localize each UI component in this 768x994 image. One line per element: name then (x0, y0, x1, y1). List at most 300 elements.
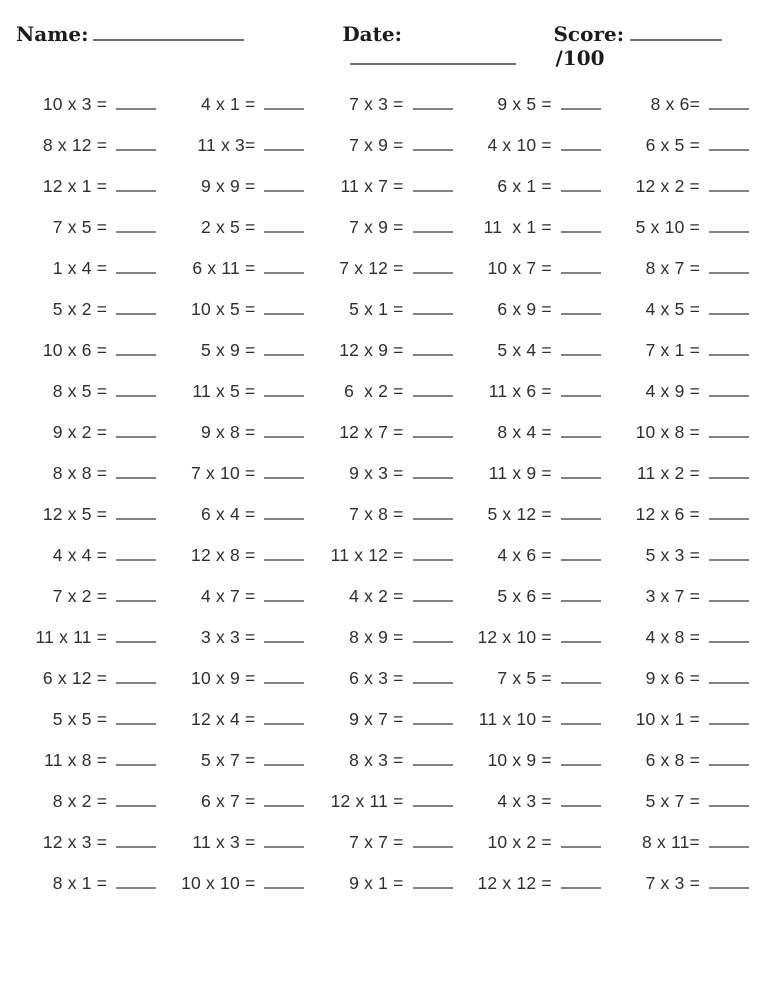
problem-cell (607, 412, 755, 453)
problem-text: 10 x 6 = (42, 340, 108, 360)
answer-blank-line (561, 342, 601, 356)
problem-cell (459, 84, 607, 125)
problem-cell (607, 166, 755, 207)
problem-text: 12 x 12 = (477, 873, 552, 893)
problem-cell (14, 371, 162, 412)
problem-text: 5 x 7 = (200, 750, 256, 770)
problem-cell (310, 699, 458, 740)
answer-blank-line (413, 301, 453, 315)
problem-cell (607, 617, 755, 658)
problem-text: 4 x 10 = (487, 135, 552, 155)
answer-blank-line (116, 588, 156, 602)
problem-text: 7 x 7 = (349, 832, 404, 852)
problem-cell (162, 494, 310, 535)
answer-blank-line (116, 301, 156, 315)
problem-text: 10 x 10 = (181, 873, 256, 893)
problem-text: 9 x 3 = (349, 463, 404, 483)
score-group (553, 22, 752, 70)
problem-cell (310, 535, 458, 576)
problem-text: 9 x 6 = (645, 668, 700, 688)
problem-text: 3 x 3 = (200, 627, 256, 647)
problem-text: 12 x 6 = (635, 504, 700, 524)
problem-cell (162, 166, 310, 207)
problem-text: 5 x 3 = (645, 545, 700, 565)
answer-blank-line (709, 96, 749, 110)
problem-text: 11 x 7 = (340, 176, 404, 196)
score-denominator: /100 (555, 46, 605, 70)
problem-text: 5 x 6 = (497, 586, 552, 606)
problem-cell (162, 207, 310, 248)
answer-blank-line (264, 465, 304, 479)
name-blank-line (93, 23, 245, 41)
problem-text: 10 x 8 = (635, 422, 700, 442)
problem-text: 12 x 11 = (330, 791, 404, 811)
problem-cell (607, 371, 755, 412)
problem-cell (607, 330, 755, 371)
problem-cell (607, 494, 755, 535)
problem-text: 5 x 2 = (52, 299, 108, 319)
problem-text: 8 x 7 = (645, 258, 700, 278)
problem-cell (459, 453, 607, 494)
problem-cell (310, 617, 458, 658)
problem-cell (310, 207, 458, 248)
problem-text: 3 x 7 = (645, 586, 700, 606)
problem-text: 9 x 9 = (200, 176, 256, 196)
problem-text: 7 x 10 = (191, 463, 256, 483)
problem-text: 12 x 10 = (477, 627, 552, 647)
problem-text: 7 x 5 = (497, 668, 552, 688)
problem-text: 8 x 1 = (52, 873, 108, 893)
problem-text: 8 x 3 = (349, 750, 404, 770)
problem-text: 4 x 7 = (200, 586, 256, 606)
answer-blank-line (413, 465, 453, 479)
problem-cell (162, 330, 310, 371)
answer-blank-line (264, 752, 304, 766)
answer-blank-line (116, 629, 156, 643)
problem-text: 6 x 2 = (344, 381, 404, 401)
answer-blank-line (561, 96, 601, 110)
answer-blank-line (116, 506, 156, 520)
answer-blank-line (709, 711, 749, 725)
problem-text: 10 x 1 = (635, 709, 700, 729)
answer-blank-line (413, 588, 453, 602)
answer-blank-line (264, 178, 304, 192)
answer-blank-line (709, 260, 749, 274)
problem-cell (162, 617, 310, 658)
problem-cell (14, 166, 162, 207)
problem-text: 9 x 8 = (200, 422, 256, 442)
answer-blank-line (116, 834, 156, 848)
problem-text: 7 x 5 = (52, 217, 108, 237)
problem-cell (14, 453, 162, 494)
problem-cell (162, 822, 310, 863)
problem-text: 9 x 2 = (52, 422, 108, 442)
answer-blank-line (413, 670, 453, 684)
problem-cell (162, 371, 310, 412)
problem-text: 12 x 9 = (339, 340, 404, 360)
problem-text: 8 x 8 = (52, 463, 108, 483)
problem-cell (459, 207, 607, 248)
problem-cell (14, 84, 162, 125)
score-label: Score: (553, 22, 625, 46)
answer-blank-line (264, 793, 304, 807)
problem-text: 4 x 1 = (200, 94, 256, 114)
problem-text: 1 x 4 = (52, 258, 108, 278)
score-blank-line (630, 23, 722, 41)
problem-text: 9 x 7 = (349, 709, 404, 729)
problem-text: 12 x 7 = (339, 422, 404, 442)
problem-text: 7 x 12 = (339, 258, 404, 278)
answer-blank-line (709, 342, 749, 356)
problem-cell (607, 699, 755, 740)
answer-blank-line (561, 875, 601, 889)
problem-text: 7 x 3 = (349, 94, 404, 114)
problem-cell (162, 84, 310, 125)
answer-blank-line (264, 219, 304, 233)
answer-blank-line (264, 711, 304, 725)
answer-blank-line (709, 219, 749, 233)
problem-cell (459, 371, 607, 412)
problem-cell (310, 166, 458, 207)
answer-blank-line (561, 424, 601, 438)
problem-text: 8 x 6= (650, 94, 700, 114)
answer-blank-line (561, 793, 601, 807)
problem-cell (607, 740, 755, 781)
problem-text: 10 x 7 = (487, 258, 552, 278)
answer-blank-line (709, 137, 749, 151)
answer-blank-line (264, 342, 304, 356)
problem-text: 4 x 4 = (52, 545, 108, 565)
answer-blank-line (116, 752, 156, 766)
problem-text: 4 x 9 = (645, 381, 700, 401)
problem-text: 5 x 1 = (349, 299, 404, 319)
answer-blank-line (413, 383, 453, 397)
problem-text: 10 x 9 = (191, 668, 256, 688)
problem-cell (14, 617, 162, 658)
problem-cell (14, 125, 162, 166)
problem-cell (310, 453, 458, 494)
problem-text: 11 x 2 = (636, 463, 700, 483)
date-group (342, 22, 553, 70)
problem-text: 4 x 3 = (497, 791, 552, 811)
problem-text: 11 x 12 = (330, 545, 404, 565)
answer-blank-line (116, 137, 156, 151)
answer-blank-line (561, 629, 601, 643)
problem-cell (459, 412, 607, 453)
date-blank-line (350, 47, 516, 65)
answer-blank-line (264, 875, 304, 889)
problem-text: 10 x 3 = (42, 94, 108, 114)
problem-text: 12 x 5 = (42, 504, 108, 524)
answer-blank-line (116, 711, 156, 725)
answer-blank-line (709, 793, 749, 807)
problem-cell (14, 699, 162, 740)
answer-blank-line (264, 301, 304, 315)
problem-cell (310, 125, 458, 166)
problem-cell (607, 248, 755, 289)
problem-cell (607, 781, 755, 822)
problem-text: 12 x 3 = (42, 832, 108, 852)
answer-blank-line (413, 137, 453, 151)
problem-cell (459, 699, 607, 740)
problem-cell (459, 617, 607, 658)
date-label: Date: (342, 22, 402, 46)
problem-text: 6 x 1 = (497, 176, 552, 196)
problem-cell (14, 535, 162, 576)
answer-blank-line (561, 178, 601, 192)
problem-cell (162, 535, 310, 576)
answer-blank-line (561, 752, 601, 766)
problem-cell (459, 658, 607, 699)
answer-blank-line (561, 383, 601, 397)
answer-blank-line (709, 629, 749, 643)
problems-grid (14, 84, 755, 904)
problem-cell (310, 289, 458, 330)
problem-text: 11 x 6 = (488, 381, 552, 401)
answer-blank-line (413, 875, 453, 889)
answer-blank-line (413, 178, 453, 192)
answer-blank-line (413, 752, 453, 766)
problem-text: 6 x 7 = (200, 791, 256, 811)
name-label: Name: (16, 22, 89, 46)
problem-cell (310, 740, 458, 781)
answer-blank-line (116, 465, 156, 479)
problem-cell (459, 330, 607, 371)
problem-cell (162, 248, 310, 289)
answer-blank-line (561, 465, 601, 479)
problem-cell (14, 330, 162, 371)
answer-blank-line (116, 96, 156, 110)
problem-text: 7 x 9 = (349, 135, 404, 155)
problem-cell (14, 248, 162, 289)
problem-text: 11 x 5 = (192, 381, 256, 401)
problem-text: 8 x 9 = (349, 627, 404, 647)
problem-cell (310, 248, 458, 289)
answer-blank-line (413, 793, 453, 807)
answer-blank-line (413, 547, 453, 561)
answer-blank-line (116, 260, 156, 274)
problem-cell (310, 822, 458, 863)
problem-text: 11 x 3= (197, 135, 256, 155)
answer-blank-line (264, 547, 304, 561)
answer-blank-line (413, 711, 453, 725)
answer-blank-line (413, 424, 453, 438)
answer-blank-line (709, 465, 749, 479)
answer-blank-line (413, 342, 453, 356)
problem-text: 8 x 4 = (497, 422, 552, 442)
answer-blank-line (264, 383, 304, 397)
answer-blank-line (561, 506, 601, 520)
answer-blank-line (709, 383, 749, 397)
answer-blank-line (709, 301, 749, 315)
problem-cell (162, 576, 310, 617)
problem-text: 6 x 3 = (349, 668, 404, 688)
problem-text: 6 x 4 = (200, 504, 256, 524)
problem-text: 8 x 2 = (52, 791, 108, 811)
problem-text: 7 x 3 = (645, 873, 700, 893)
problem-text: 11 x 9 = (488, 463, 552, 483)
problem-text: 11 x 8 = (44, 750, 108, 770)
problem-cell (14, 289, 162, 330)
answer-blank-line (561, 219, 601, 233)
answer-blank-line (264, 260, 304, 274)
problem-cell (14, 494, 162, 535)
answer-blank-line (116, 219, 156, 233)
problem-text: 6 x 5 = (645, 135, 700, 155)
problem-cell (14, 207, 162, 248)
problem-text: 4 x 5 = (645, 299, 700, 319)
problem-cell (310, 84, 458, 125)
problem-cell (14, 412, 162, 453)
problem-text: 7 x 1 = (645, 340, 700, 360)
problem-cell (162, 740, 310, 781)
answer-blank-line (709, 875, 749, 889)
problem-text: 5 x 12 = (487, 504, 552, 524)
problem-cell (607, 822, 755, 863)
problem-cell (14, 576, 162, 617)
problem-text: 2 x 5 = (200, 217, 256, 237)
answer-blank-line (709, 834, 749, 848)
problem-text: 10 x 5 = (191, 299, 256, 319)
answer-blank-line (264, 506, 304, 520)
problem-text: 5 x 7 = (645, 791, 700, 811)
answer-blank-line (561, 547, 601, 561)
problem-text: 4 x 8 = (645, 627, 700, 647)
answer-blank-line (561, 670, 601, 684)
problem-cell (607, 576, 755, 617)
problem-text: 12 x 1 = (42, 176, 108, 196)
answer-blank-line (116, 383, 156, 397)
problem-cell (459, 576, 607, 617)
problem-text: 12 x 4 = (191, 709, 256, 729)
problem-text: 9 x 1 = (349, 873, 404, 893)
answer-blank-line (116, 547, 156, 561)
problem-text: 9 x 5 = (497, 94, 552, 114)
problem-text: 7 x 8 = (349, 504, 404, 524)
problem-cell (162, 863, 310, 904)
problem-cell (162, 453, 310, 494)
answer-blank-line (413, 96, 453, 110)
problem-text: 11 x 10 = (478, 709, 552, 729)
problem-text: 6 x 11 = (192, 258, 256, 278)
answer-blank-line (413, 834, 453, 848)
problem-cell (14, 658, 162, 699)
problem-text: 4 x 2 = (349, 586, 404, 606)
problem-text: 7 x 2 = (52, 586, 108, 606)
problem-cell (14, 822, 162, 863)
problem-cell (459, 494, 607, 535)
problem-cell (14, 863, 162, 904)
answer-blank-line (264, 670, 304, 684)
problem-text: 10 x 2 = (487, 832, 552, 852)
problem-cell (310, 412, 458, 453)
answer-blank-line (561, 588, 601, 602)
problem-cell (607, 84, 755, 125)
problem-cell (459, 822, 607, 863)
problem-cell (310, 781, 458, 822)
problem-text: 6 x 8 = (645, 750, 700, 770)
answer-blank-line (413, 629, 453, 643)
worksheet-header (0, 0, 768, 70)
answer-blank-line (116, 424, 156, 438)
answer-blank-line (709, 506, 749, 520)
problem-text: 5 x 4 = (497, 340, 552, 360)
problem-cell (162, 658, 310, 699)
answer-blank-line (709, 670, 749, 684)
problem-cell (310, 658, 458, 699)
problem-cell (459, 289, 607, 330)
problem-cell (162, 125, 310, 166)
problem-text: 12 x 8 = (191, 545, 256, 565)
problem-cell (607, 863, 755, 904)
problem-cell (607, 125, 755, 166)
problem-cell (607, 207, 755, 248)
answer-blank-line (561, 260, 601, 274)
answer-blank-line (264, 834, 304, 848)
problem-cell (162, 781, 310, 822)
answer-blank-line (709, 588, 749, 602)
answer-blank-line (264, 629, 304, 643)
problem-cell (607, 535, 755, 576)
problem-cell (459, 535, 607, 576)
answer-blank-line (264, 96, 304, 110)
problem-text: 12 x 2 = (635, 176, 700, 196)
problem-cell (162, 699, 310, 740)
problem-cell (607, 289, 755, 330)
problem-cell (162, 412, 310, 453)
answer-blank-line (413, 260, 453, 274)
problem-cell (310, 494, 458, 535)
problem-text: 11 x 11 = (35, 627, 108, 647)
problem-cell (607, 453, 755, 494)
problem-text: 4 x 6 = (497, 545, 552, 565)
answer-blank-line (709, 752, 749, 766)
answer-blank-line (264, 588, 304, 602)
answer-blank-line (116, 178, 156, 192)
problem-cell (310, 576, 458, 617)
answer-blank-line (561, 137, 601, 151)
problem-cell (459, 125, 607, 166)
problem-cell (310, 330, 458, 371)
problem-text: 7 x 9 = (349, 217, 404, 237)
problem-text: 11 x 3 = (192, 832, 256, 852)
answer-blank-line (116, 793, 156, 807)
problem-cell (459, 781, 607, 822)
answer-blank-line (709, 547, 749, 561)
problem-text: 6 x 12 = (42, 668, 108, 688)
problem-cell (459, 863, 607, 904)
problem-text: 5 x 9 = (200, 340, 256, 360)
problem-text: 8 x 12 = (42, 135, 108, 155)
problem-text: 5 x 5 = (52, 709, 108, 729)
problem-text: 5 x 10 = (635, 217, 700, 237)
answer-blank-line (709, 424, 749, 438)
answer-blank-line (413, 506, 453, 520)
answer-blank-line (561, 711, 601, 725)
problem-text: 8 x 11= (641, 832, 700, 852)
problem-cell (162, 289, 310, 330)
answer-blank-line (264, 424, 304, 438)
problem-cell (14, 740, 162, 781)
problem-cell (310, 863, 458, 904)
problem-text: 6 x 9 = (497, 299, 552, 319)
problem-text: 10 x 9 = (487, 750, 552, 770)
answer-blank-line (116, 342, 156, 356)
answer-blank-line (413, 219, 453, 233)
problem-cell (14, 781, 162, 822)
problem-text: 11 x 1 = (483, 217, 552, 237)
answer-blank-line (116, 875, 156, 889)
